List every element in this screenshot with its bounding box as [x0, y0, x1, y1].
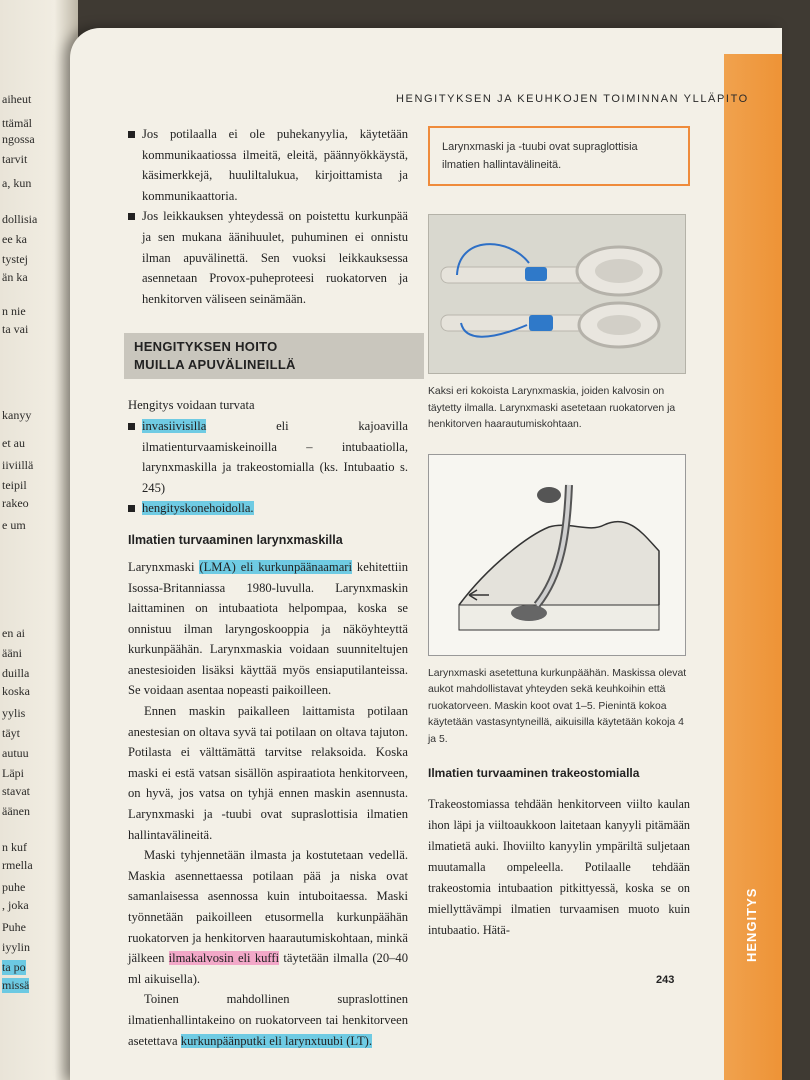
- left-page-text-fragment: Puhe: [2, 920, 26, 934]
- paragraph-text: kehitettiin Isossa-Britanniassa 1980-luvulla. Larynxmaskin laittaminen on intubaatiota helpompaa, koska se onnistuu ilman laryngoskooppia ja näköyhteyttä kurkunpäähän. Larynxmaskia voidaan suunniteltujen anestesioiden lisäksi käyttää myös ensiaputilanteissa. Se voidaan asentaa nopeasti paikoilleen.: [128, 559, 408, 698]
- left-page-text-fragment: ee ka: [2, 232, 27, 246]
- chapter-tab: [724, 54, 782, 1080]
- left-page-text-fragment: ttämäl: [2, 116, 32, 130]
- chapter-tab-label: HENGITYS: [744, 887, 759, 962]
- highlighted-text: invasiivisilla: [142, 418, 207, 433]
- left-page-text-fragment: ääni: [2, 646, 22, 660]
- callout-box: Larynxmaski ja -tuubi ovat supraglottisia ilmatien hallintavälineitä.: [428, 126, 690, 186]
- left-page-text-fragment: koska: [2, 684, 30, 698]
- bullet-item: [128, 416, 408, 498]
- section-heading-line: MUILLA APUVÄLINEILLÄ: [134, 357, 296, 373]
- sub-heading: Ilmatien turvaaminen larynxmaskilla: [128, 532, 343, 547]
- highlighted-text: hengityskonehoidolla.: [142, 501, 254, 516]
- left-page-text-fragment: tystej: [2, 252, 28, 266]
- paragraph: [128, 845, 408, 989]
- highlighted-text: kurkunpäänputki eli larynxtuubi (LT).: [180, 1033, 372, 1048]
- left-page-text-fragment: autuu: [2, 746, 29, 760]
- left-page-text-fragment: missä: [2, 978, 30, 992]
- photo-caption: Kaksi eri kokoista Larynxmaskia, joiden kalvosin on täytetty ilmalla. Larynxmaski asetetaan ruokatorven ja henkitorven haarautumiskohtaan.: [428, 386, 676, 430]
- bullet-item: [128, 498, 408, 519]
- diagram-caption: Larynxmaski asetettuna kurkunpäähän. Maskissa olevat aukot mahdollistavat yhteyden sekä keuhkoihin että ruokatorveen. Maskin koot ovat 1–5. Pienintä kokoa käytetään vastasyntyneillä, aikuisilla käytetään kokoja 4 ja 5.: [428, 667, 687, 745]
- left-page-text-fragment: , joka: [2, 898, 29, 912]
- bullet-item: Jos leikkauksen yhteydessä on poistettu kurkunpää ja sen mukana äänihuulet, puhuminen ei onnistu ilman apuvälinettä. Sen vuoksi leikkauksessa asennetaan Provox-puheproteesi ruokatorven ja henkitorven väliseen seinämään.: [128, 206, 408, 309]
- left-page-text-fragment: teipil: [2, 478, 27, 492]
- left-page-text-fragment: et au: [2, 436, 25, 450]
- paragraph-text: Maski tyhjennetään ilmasta ja kostutetaan vedellä. Maskia asennettaessa potilaan pää ja niska ovat samanlaisessa asennossa kuin intuboitaessa. Maski työnnetään paikoilleen etusormella kurkunpäähän ruokatorven ja henkitorven haarautumiskohtaan, minkä jälkeen: [128, 848, 408, 966]
- section-heading: [124, 333, 424, 379]
- left-page: [0, 0, 78, 1080]
- left-page-text-fragment: duilla: [2, 666, 30, 680]
- left-page-text-fragment: aiheut: [2, 92, 32, 106]
- larynx-mask-photo: [428, 214, 686, 374]
- left-page-text-fragment: en ai: [2, 626, 25, 640]
- left-page-text-fragment: stavat: [2, 784, 30, 798]
- airway-diagram-illustration: [429, 455, 685, 655]
- left-page-text-fragment: tarvit: [2, 152, 28, 166]
- paragraph-text: täytetään ilmalla (20–40 ml aikuisella).: [128, 951, 409, 986]
- right-column: [428, 126, 690, 941]
- left-page-text-fragment: Läpi: [2, 766, 24, 780]
- left-page-text-fragment: ta vai: [2, 322, 29, 336]
- paragraph: [128, 557, 408, 701]
- left-page-text-fragment: puhe: [2, 880, 26, 894]
- left-page-text-fragment: e um: [2, 518, 26, 532]
- intro-text: Hengitys voidaan turvata: [128, 398, 255, 413]
- left-page-text-fragment: täyt: [2, 726, 20, 740]
- bullet-item: Jos potilaalla ei ole puhekanyylia, käytetään kommunikaatiossa ilmeitä, eleitä, päännyökkäystä, käsimerkkejä, huuliltalukua, kirjoittamista ja kommunikaattoria.: [128, 124, 408, 206]
- left-page-text-fragment: iyylin: [2, 940, 31, 954]
- paragraph: Ennen maskin paikalleen laittamista potilaan anestesian on oltava syvä tai potilaan on oltava tajuton. Potilasta ei välttämättä tarvitse relaksoida. Koska maski ei estä vatsan sisällön aspiraatiota henkitorveen, on hyvä, jos vatsa on tyhjä ennen maskin asennusta. Larynxmaski ja -tuubi ovat supraslottisia ilmatien hallintavälineitä.: [128, 704, 408, 842]
- page-number: 243: [656, 974, 675, 986]
- left-page-text-fragment: n kuf: [2, 840, 27, 854]
- left-page-text-fragment: ta po: [2, 960, 26, 974]
- left-page-text-fragment: rakeo: [2, 496, 29, 510]
- paragraph-text: Larynxmaski: [128, 559, 200, 574]
- left-page-text-fragment: ngossa: [2, 132, 35, 146]
- left-column: [128, 124, 408, 1051]
- left-page-text-fragment: a, kun: [2, 176, 32, 190]
- left-page-text-fragment: rmella: [2, 858, 33, 872]
- larynx-mask-illustration: [429, 215, 685, 373]
- sub-heading: Ilmatien turvaaminen trakeostomialla: [428, 766, 640, 780]
- left-page-text-fragment: kanyy: [2, 408, 32, 422]
- left-page-text-fragment: iiviillä: [2, 458, 34, 472]
- left-page-text-fragment: äänen: [2, 804, 30, 818]
- airway-diagram: [428, 454, 686, 656]
- highlighted-text: ilmakalvosin eli kuffi: [168, 951, 280, 966]
- section-heading-line: HENGITYKSEN HOITO: [134, 339, 278, 355]
- paragraph: Trakeostomiassa tehdään henkitorveen viilto kaulan ihon läpi ja viiltoaukkoon laitetaan kanyyli pitämään ilmatietä auki. Ihoviilto kanyylin ympäriltä suljetaan muutamalla ompeleella. Potilaalle tehdään trakeostomia intubaation pitkittyessä, koska se on miellyttävämpi ilmatien turvaamisen muoto kuin intubaatio. Hätä-: [428, 797, 690, 937]
- left-page-text-fragment: n nie: [2, 304, 26, 318]
- book-page: [70, 28, 782, 1080]
- bullet-text: eli kajoavilla ilmatienturvaamiskeinoilla – intubaatiolla, larynxmaskilla ja trakeostomialla (ks. Intubaatio s. 245): [142, 418, 408, 495]
- left-page-text-fragment: än ka: [2, 270, 28, 284]
- left-page-text-fragment: dollisia: [2, 212, 38, 226]
- paragraph: [128, 989, 408, 1051]
- paragraph-text: Toinen mahdollinen supraslottinen ilmatienhallintakeino on ruokatorveen tai henkitorveen asetettava: [128, 992, 408, 1048]
- highlighted-text: (LMA) eli kurkunpäänaamari: [199, 559, 352, 574]
- running-header: HENGITYKSEN JA KEUHKOJEN TOIMINNAN YLLÄPITO: [396, 93, 749, 105]
- left-page-text-fragment: yylis: [2, 706, 26, 720]
